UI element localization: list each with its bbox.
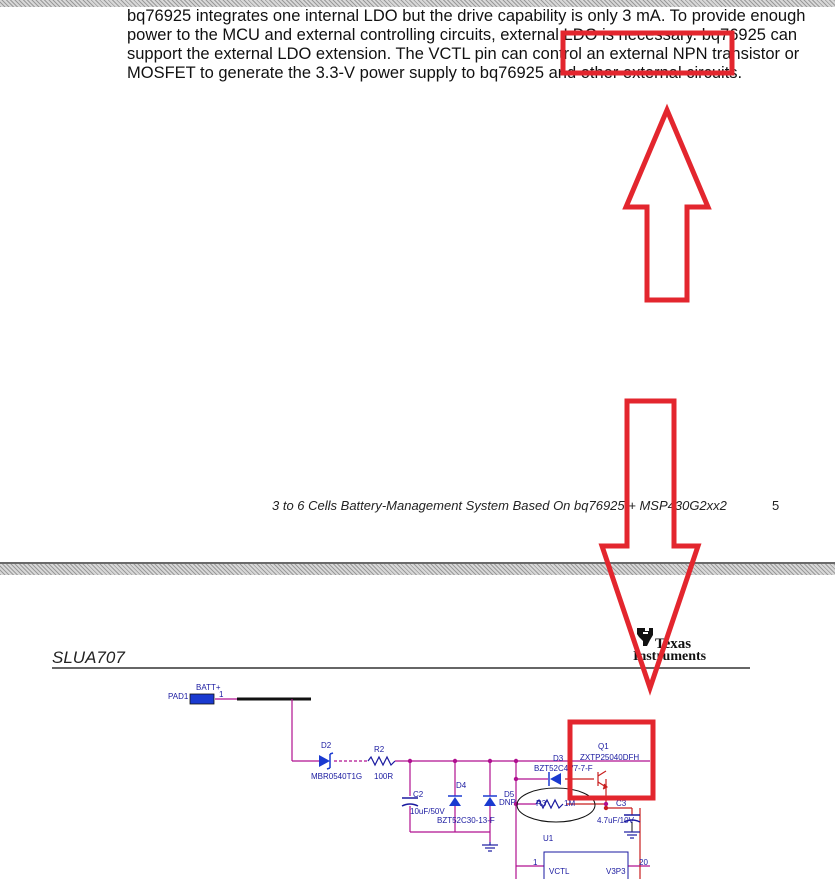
pad-ref: PAD1 xyxy=(168,692,189,701)
document-id: SLUA707 xyxy=(52,648,125,667)
d4-part: BZT52C30-13-F xyxy=(437,816,495,825)
c2-val: 10uF/50V xyxy=(410,807,445,816)
r3-val: 1M xyxy=(564,799,576,808)
paragraph-line: bq76925 integrates one internal LDO but the drive capability is only 3 mA. To provide enough xyxy=(127,7,806,25)
logo-text-line1: Texas xyxy=(655,636,692,652)
r2-ref: R2 xyxy=(374,745,385,754)
logo-text-line2: Instruments xyxy=(633,649,707,664)
d3-ref: D3 xyxy=(553,754,564,763)
u1-ref: U1 xyxy=(543,834,554,843)
paragraph-line: MOSFET to generate the 3.3-V power supply to bq76925 and other external circuits. xyxy=(127,64,743,82)
d4-ref: D4 xyxy=(456,781,467,790)
c3-val: 4.7uF/10V xyxy=(597,816,634,825)
u1-pin1-number: 1 xyxy=(533,858,538,867)
c2-ref: C2 xyxy=(413,790,424,799)
u1-pin1-name: VCTL xyxy=(549,867,570,876)
diode-d5 xyxy=(483,796,497,806)
paragraph-line: power to the MCU and external controlling circuits, external LDO is necessary. bq76925 can xyxy=(127,26,798,44)
u1-pin20-number: 20 xyxy=(639,858,648,867)
ground-symbol xyxy=(482,842,498,851)
diode-d2 xyxy=(319,753,333,769)
d5-ref: D5 xyxy=(504,790,515,799)
diode-d4 xyxy=(448,796,462,806)
pad-pin: 1 xyxy=(219,690,224,699)
q1-ref: Q1 xyxy=(598,742,609,751)
d5-val: DNP xyxy=(499,798,516,807)
ground-symbol xyxy=(624,832,640,838)
d2-part: MBR0540T1G xyxy=(311,772,363,781)
highlight-ellipse xyxy=(517,788,595,822)
r2-val: 100R xyxy=(374,772,394,781)
paragraph-line: support the external LDO extension. The VCTL pin can control an external NPN transistor or xyxy=(127,45,800,63)
page-number: 5 xyxy=(772,498,780,513)
capacitor-c2 xyxy=(402,798,418,806)
c3-ref: C3 xyxy=(616,799,627,808)
diode-d3 xyxy=(549,772,561,786)
q1-part: ZXTP25040DFH xyxy=(580,753,640,762)
page-footer-title: 3 to 6 Cells Battery-Management System Based On bq76925 + MSP430G2xx2 xyxy=(272,498,727,513)
u1-pin20-name: V3P3 xyxy=(606,867,626,876)
resistor-r2 xyxy=(368,757,395,765)
r3-ref: R3 xyxy=(536,799,547,808)
pad-connector xyxy=(190,694,214,704)
pad-net: BATT+ xyxy=(196,683,221,692)
d3-part: BZT52C4V7-7-F xyxy=(534,764,593,773)
d2-ref: D2 xyxy=(321,741,332,750)
